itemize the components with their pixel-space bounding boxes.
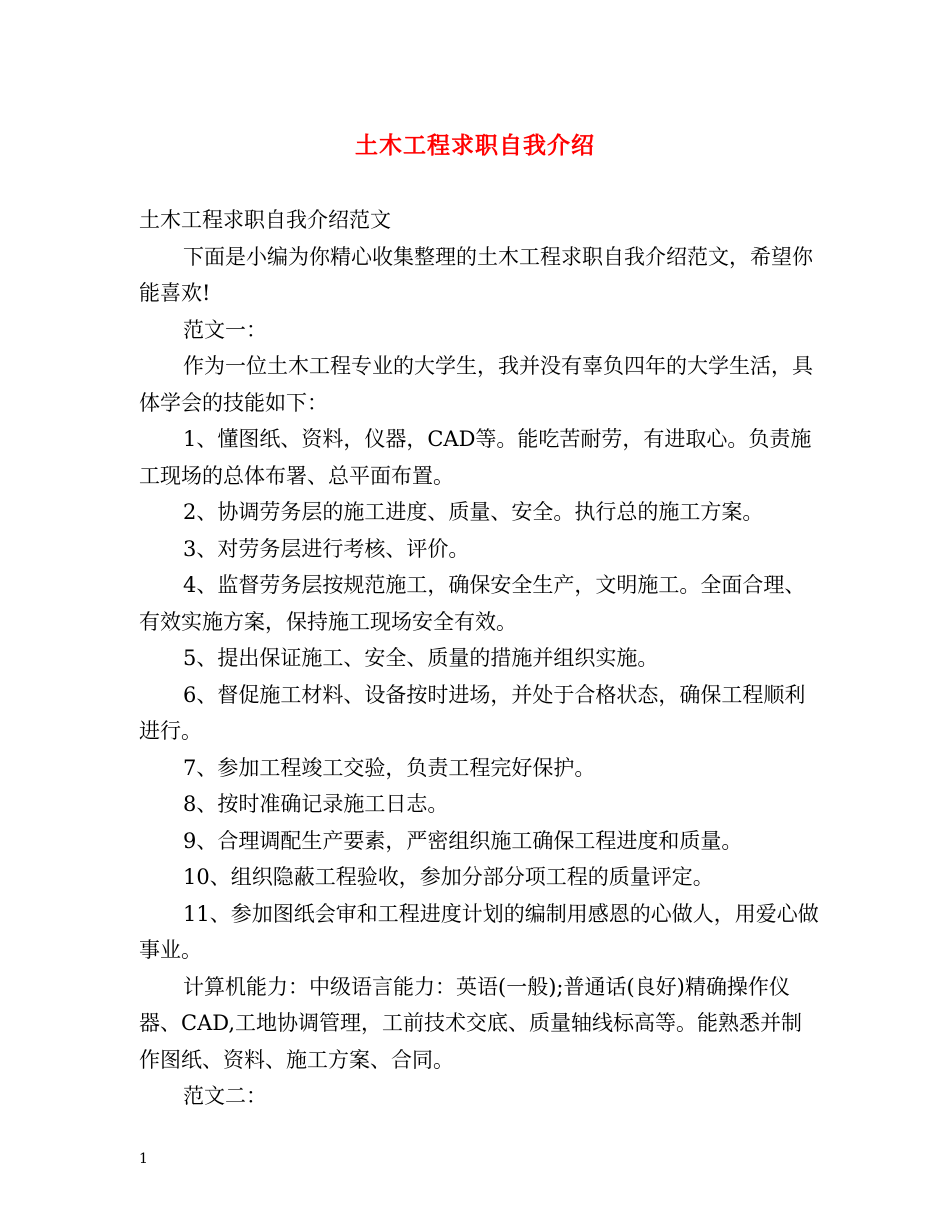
paragraph: 下面是小编为你精心收集整理的土木工程求职自我介绍范文，希望你能喜欢! <box>139 244 813 305</box>
paragraph: 作为一位土木工程专业的大学生，我并没有辜负四年的大学生活，具体学会的技能如下： <box>139 354 813 415</box>
paragraph: 5、提出保证施工、安全、质量的措施并组织实施。 <box>183 646 659 670</box>
paragraph: 计算机能力：中级语言能力：英语(一般);普通话(良好)精确操作仪器、CAD,工地协调管理，工前技术交底、质量轴线标高等。能熟悉并制作图纸、资料、施工方案、合同。 <box>139 974 802 1072</box>
paragraph: 11、参加图纸会审和工程进度计划的编制用感恩的心做人，用爱心做事业。 <box>139 901 819 962</box>
paragraph: 7、参加工程竣工交验，负责工程完好保护。 <box>183 755 596 780</box>
paragraph: 4、监督劳务层按规范施工，确保安全生产，文明施工。全面合理、有效实施方案，保持施工现场安全有效。 <box>139 573 806 634</box>
paragraph: 范文二： <box>183 1084 267 1108</box>
page-number: 1 <box>139 1151 148 1167</box>
paragraph: 8、按时准确记录施工日志。 <box>183 792 449 816</box>
paragraph: 10、组织隐蔽工程验收，参加分部分项工程的质量评定。 <box>183 865 714 889</box>
document-body <box>139 202 819 1115</box>
paragraph: 3、对劳务层进行考核、评价。 <box>183 536 470 561</box>
paragraph: 6、督促施工材料、设备按时进场，并处于合格状态，确保工程顺利进行。 <box>139 682 806 743</box>
paragraph: 1、懂图纸、资料，仪器，CAD等。能吃苦耐劳，有进取心。负责施工现场的总体布署、总平面布置。 <box>139 427 812 488</box>
document-title: 土木工程求职自我介绍 <box>355 133 595 159</box>
paragraph: 9、合理调配生产要素，严密组织施工确保工程进度和质量。 <box>183 828 743 853</box>
paragraph: 2、协调劳务层的施工进度、质量、安全。执行总的施工方案。 <box>183 500 764 524</box>
paragraph: 范文一： <box>183 317 267 342</box>
paragraph: 土木工程求职自我介绍范文 <box>139 208 391 232</box>
